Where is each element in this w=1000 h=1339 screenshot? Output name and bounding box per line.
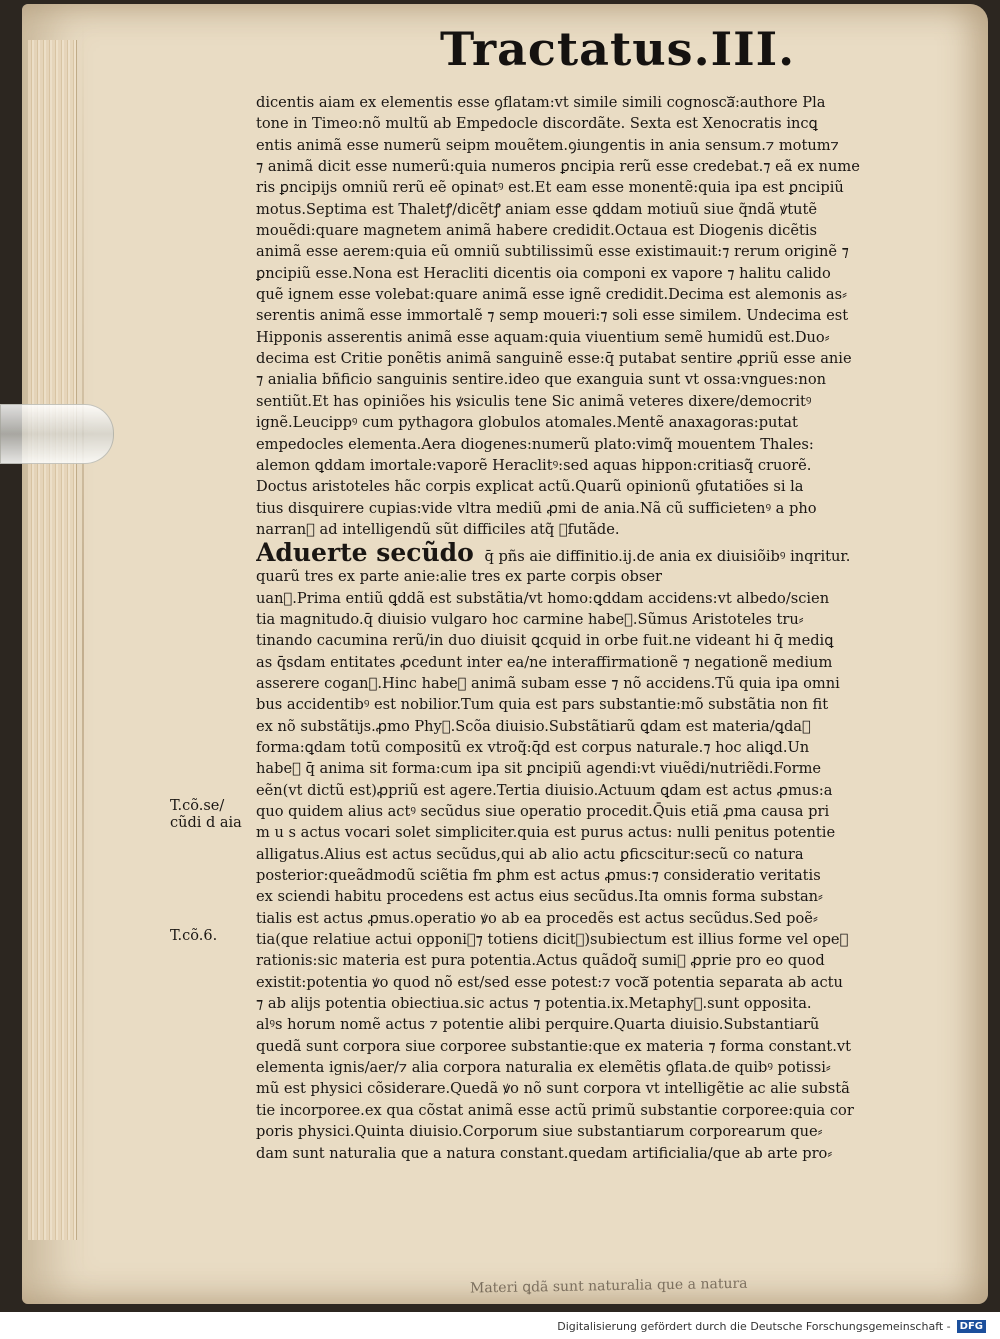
text-line: alemon ꝗddam imortale:vaporẽ Heraclitꝰ:sed aquas hippon:critiasq̃ cruorẽ. (256, 456, 812, 474)
text-line: Hipponis asserentis animã esse aquam:quia viuentium semẽ humidũ est.Duo⸗ (256, 328, 830, 346)
text-line: elementa ignis/aer/⁊ alia corpora naturalia ex elemẽtis ꝯflata.de quibꝰ potissi⸗ (256, 1059, 831, 1077)
footer-credit-text: Digitalisierung gefördert durch die Deutsche Forschungsgemeinschaft - (557, 1320, 951, 1333)
text-line: quedã sunt corpora siue corporee substantie:que ex materia ⁊ forma constant.vt (256, 1037, 851, 1055)
text-line: narranᷓ ad intelligendũ sũt difficiles atq̃ ꝯfutãde. (256, 520, 620, 538)
text-line: tinando cacumina rerũ/in duo diuisit ꝗcquid in orbe fuit.ne videant hi q̄ mediꝗ (256, 632, 834, 650)
text-line: quarũ tres ex parte anie:alie tres ex parte corpis obser (256, 568, 662, 586)
text-line: alligatus.Alius est actus secũdus,qui ab alio actu ꝑficscitur:secũ co natura (256, 845, 804, 863)
text-line: asserere coganᷓ.Hinc habeᷓ animã subam esse ⁊ nõ accidens.Tũ quia ipa omni (256, 674, 840, 692)
text-line: posterior:queãdmodũ sciẽtia fm ꝑhm est actus ꝓmus:⁊ consideratio veritatis (256, 867, 821, 885)
section-paragraph (256, 566, 904, 1164)
text-line: existit:potentia ꝟo quod nõ est/sed esse potest:⁊ vocaᷓ potentia separata ab actu (256, 973, 843, 991)
running-head: Tractatus.III. (440, 22, 796, 76)
page-clip (0, 404, 114, 464)
section-initial: Aduerte secũdo (256, 540, 474, 567)
text-line: uanᷓ.Prima entiũ ꝗddã est substãtia/vt homo:ꝗddam accidens:vt albedo/scien (256, 589, 830, 607)
text-line: tia(que relatiue actui opponiᷓ⁊ totiens dicitᷓ)subiectum est illius forme vel opeꝛ (256, 931, 849, 949)
text-line: tie incorporee.ex qua cõstat animã esse actũ primũ substantie corporee:quia cor (256, 1101, 854, 1119)
text-line: eẽn(vt dictũ est)ꝓpriũ est agere.Tertia diuisio.Actuum ꝗdam est actus ꝓmus:a (256, 781, 833, 799)
main-text-block (256, 92, 904, 1164)
text-line: decima est Critie ponẽtis animã sanguinẽ esse:q̄ putabat sentire ꝓpriũ esse anie (256, 350, 852, 368)
page-edges (28, 40, 77, 1240)
text-line: empedocles elementa.Aera diogenes:numerũ plato:vimq̃ mouentem Thales: (256, 435, 814, 453)
text-line: tone in Timeo:nõ multũ ab Empedocle discordãte. Sexta est Xenocratis incꝗ (256, 115, 818, 133)
text-line: ⁊ anialia bñficio sanguinis sentire.ideo que exanguia sunt vt ossa:vngues:non (256, 371, 827, 389)
text-line: sentiũt.Et has opiniões his ꝟsiculis tene Sic animã veteres dixere/democritꝰ (256, 392, 812, 410)
text-line: tius disquirere cupias:vide vltra mediũ ꝓmi de ania.Nã cũ sufficietenꝰ a pho (256, 499, 817, 517)
marginal-note-1-line-1: T.cõ.se/ (170, 798, 225, 814)
text-line: ex sciendi habitu procedens est actus eius secũdus.Ita omnis forma substan⸗ (256, 888, 823, 906)
section-first-line (256, 540, 904, 566)
body-paragraph (256, 92, 904, 540)
text-line: serentis animã esse immortalẽ ⁊ semp moueri:⁊ soli esse similem. Undecima est (256, 307, 849, 325)
text-line: ꝑncipiũ esse.Nona est Heracliti dicentis oia componi ex vapore ⁊ halitu calido (256, 264, 831, 282)
text-line: ignẽ.Leucippꝰ cum pythagora globulos atomales.Mentẽ anaxagoras:putat (256, 414, 798, 432)
page-gutter (82, 20, 84, 1280)
text-line: motus.Septima est Thaletꝭ/dicẽtꝭ aniam esse ꝗddam motiuũ siue q̃ndã ꝟtutẽ (256, 200, 818, 218)
text-line: dam sunt naturalia que a natura constant.quedam artificialia/que ab arte pro⸗ (256, 1144, 833, 1162)
text-line: tia magnitudo.q̄ diuisio vulgaro hoc carmine habeᷓ.Sũmus Aristoteles tru⸗ (256, 610, 804, 628)
text-line: animã esse aerem:quia eũ omniũ subtilissimũ esse existimauit:⁊ rerum originẽ ⁊ (256, 243, 849, 261)
text-line: mouẽdi:quare magnetem animã habere credidit.Octaua est Diogenis dicẽtis (256, 222, 817, 240)
marginal-note-2: T.cõ.6. (170, 928, 218, 944)
text-line: forma:ꝗdam totũ compositũ ex vtroq̃:q̄d est corpus naturale.⁊ hoc aliꝗd.Un (256, 738, 810, 756)
text-line: dicentis aiam ex elementis esse ꝯflatam:vt simile simili cognoscaᷓ:authore Pla (256, 94, 826, 111)
text-line: ris ꝑncipijs omniũ rerũ eẽ opinatꝰ est.Et eam esse monentẽ:quia ipa est ꝑncipiũ (256, 179, 844, 197)
text-line: rationis:sic materia est pura potentia.Actus quãdoq̃ sumiᷓ ꝓprie pro eo quod (256, 952, 825, 970)
text-line: ex nõ substãtijs.ꝓmo Phyᷓ.Scõa diuisio.Substãtiarũ ꝗdam est materia/ꝗdaꝫ (256, 717, 811, 735)
text-line: entis animã esse numerũ seipm mouẽtem.ꝯiungentis in ania sensum.⁊ motum⁊ (256, 136, 839, 154)
footer-credit (557, 1320, 986, 1333)
text-line: quo quidem alius actꝰ secũdus siue operatio procedit.Q̄uis etiã ꝓma causa pri (256, 803, 830, 820)
text-line: habeᷓ q̄ anima sit forma:cum ipa sit ꝑncipiũ agendi:vt viuẽdi/nutriẽdi.Forme (256, 760, 822, 778)
text-line: ⁊ animã dicit esse numerũ:quia numeros ꝑncipia rerũ esse credebat.⁊ eã ex nume (256, 158, 860, 176)
text-line: tialis est actus ꝓmus.operatio ꝟo ab ea procedẽs est actus secũdus.Sed poẽ⸗ (256, 909, 818, 927)
text-line: alꝰs horum nomẽ actus ⁊ potentie alibi perquire.Quarta diuisio.Substantiarũ (256, 1016, 820, 1034)
text-line: mũ est physici cõsiderare.Quedã ꝟo nõ sunt corpora vt intelligẽtie ac alie substã (256, 1080, 850, 1098)
dfg-logo: DFG (957, 1320, 986, 1333)
bleed-through-text: Materi ꝗdã sunt naturalia que a natura (470, 1275, 748, 1297)
text-line: bus accidentibꝰ est nobilior.Tum quia est pars substantie:mõ substãtia non fit (256, 696, 829, 714)
marginal-note-1 (170, 798, 242, 832)
text-line: as q̄sdam entitates ꝓcedunt inter ea/ne interaffirmationẽ ⁊ negationẽ medium (256, 653, 833, 671)
section-line-0: q̄ pñs aie diffinitio.ij.de ania ex diuisiõibꝰ inqritur. (484, 548, 851, 566)
text-line: poris physici.Quinta diuisio.Corporum siue substantiarum corporearum que⸗ (256, 1123, 823, 1141)
text-line: m u s actus vocari solet simpliciter.quia est purus actus: nulli penitus potentie (256, 824, 836, 842)
text-line: Doctus aristoteles hãc corpis explicat actũ.Quarũ opinionũ ꝯfutatiões si la (256, 478, 804, 496)
text-line: ⁊ ab alijs potentia obiectiua.sic actus ⁊ potentia.ix.Metaphyᷓ.sunt opposita. (256, 995, 812, 1013)
marginal-note-1-line-2: cũdi d aia (170, 815, 242, 831)
text-line: quẽ ignem esse volebat:quare animã esse ignẽ credidit.Decima est alemonis as⸗ (256, 286, 847, 304)
